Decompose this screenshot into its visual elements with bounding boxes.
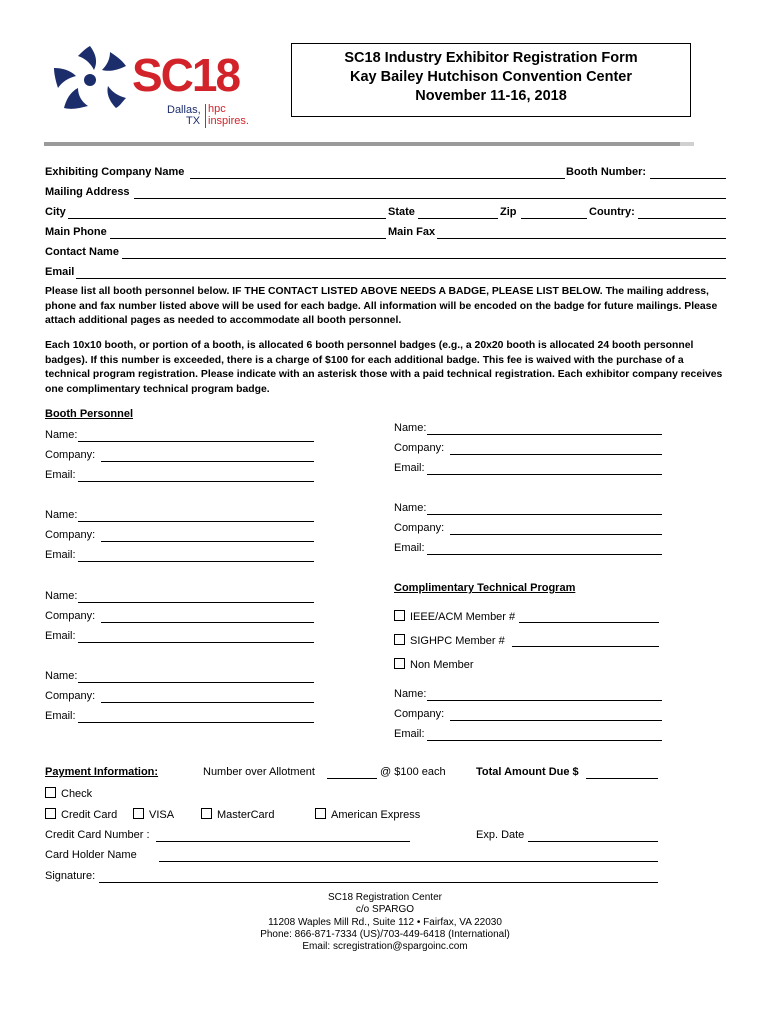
zip-field[interactable]: [521, 218, 587, 219]
star-swirl-icon: [50, 44, 130, 114]
main-phone-field[interactable]: [110, 238, 386, 239]
non-member-label: Non Member: [410, 659, 474, 671]
person-5-email-label: Email:: [45, 630, 76, 642]
person-5-name-label: Name:: [45, 590, 78, 602]
person-2-company-field[interactable]: [450, 454, 662, 455]
tech-program-heading: Complimentary Technical Program: [394, 582, 576, 594]
country-label: Country:: [589, 206, 635, 218]
mailing-address-label: Mailing Address: [45, 186, 130, 198]
person-4-company-field[interactable]: [450, 534, 662, 535]
person-1-company-field[interactable]: [101, 461, 314, 462]
email-field[interactable]: [76, 278, 726, 279]
person-6-company-field[interactable]: [101, 702, 314, 703]
person-6-name-field[interactable]: [78, 682, 314, 683]
card-number-label: Credit Card Number :: [45, 829, 150, 841]
signature-field[interactable]: [99, 882, 658, 883]
zip-label: Zip: [500, 206, 517, 218]
venue-name: Kay Bailey Hutchison Convention Center: [350, 69, 632, 85]
person-1-company-label: Company:: [45, 449, 96, 461]
instructions-para-2: Each 10x10 booth, or portion of a booth, is allocated 6 booth personnel badges (e.g., a 20x20 booth is allocated 24 booth personnel badges). If this number is exceeded, there is a charge of $100 for each additional badge. This fee is waived with the purchase of a technical program registration. Please indicate with an asterisk those with a paid technical registration. Each exhibitor company receives one complimentary technical program badge.: [45, 340, 723, 395]
person-2-email-field[interactable]: [427, 474, 662, 475]
main-fax-field[interactable]: [437, 238, 726, 239]
total-amount-label: Total Amount Due $: [476, 766, 579, 778]
card-holder-label: Card Holder Name: [45, 849, 137, 861]
email-label: Email: [45, 266, 75, 278]
card-holder-field[interactable]: [159, 861, 658, 862]
person-3-name-field[interactable]: [78, 521, 314, 522]
sighpc-checkbox[interactable]: [394, 634, 405, 645]
person-1-name-label: Name:: [45, 429, 78, 441]
person-2-email-label: Email:: [394, 462, 425, 474]
footer-address: [0, 892, 770, 953]
check-option[interactable]: [45, 787, 92, 800]
credit-card-checkbox[interactable]: [45, 808, 56, 819]
person-2-company-label: Company:: [394, 442, 445, 454]
visa-option[interactable]: [133, 808, 174, 821]
person-3-email-field[interactable]: [78, 561, 314, 562]
booth-number-label: Booth Number:: [566, 166, 647, 178]
booth-number-field[interactable]: [650, 178, 726, 179]
person-4-name-field[interactable]: [427, 514, 662, 515]
logo-state: TX: [186, 115, 201, 127]
ieee-acm-checkbox[interactable]: [394, 610, 405, 621]
person-7-company-label: Company:: [394, 708, 445, 720]
footer-phone: Phone: 866-871-7334 (US)/703-449-6418 (International): [260, 928, 510, 940]
mailing-address-field[interactable]: [134, 198, 726, 199]
person-5-company-label: Company:: [45, 610, 96, 622]
over-allotment-label: Number over Allotment: [203, 766, 315, 778]
person-6-email-label: Email:: [45, 710, 76, 722]
event-dates: November 11-16, 2018: [415, 88, 567, 104]
form-title-box: [291, 43, 691, 117]
signature-label: Signature:: [45, 870, 96, 882]
person-5-company-field[interactable]: [101, 622, 314, 623]
main-fax-label: Main Fax: [388, 226, 436, 238]
person-7-email-label: Email:: [394, 728, 425, 740]
exp-date-label: Exp. Date: [476, 829, 525, 841]
form-title: SC18 Industry Exhibitor Registration Form: [344, 50, 638, 66]
amex-option[interactable]: [315, 808, 420, 821]
price-each-label: @ $100 each: [380, 766, 446, 778]
city-field[interactable]: [68, 218, 386, 219]
person-1-email-field[interactable]: [78, 481, 314, 482]
person-7-name-field[interactable]: [427, 700, 662, 701]
logo-city: Dallas,: [167, 104, 201, 116]
person-3-email-label: Email:: [45, 549, 76, 561]
person-6-name-label: Name:: [45, 670, 78, 682]
person-4-email-field[interactable]: [427, 554, 662, 555]
exp-date-field[interactable]: [528, 841, 658, 842]
sighpc-number-field[interactable]: [512, 646, 659, 647]
person-4-name-label: Name:: [394, 502, 427, 514]
footer-center-name: SC18 Registration Center: [328, 892, 442, 903]
person-6-company-label: Company:: [45, 690, 96, 702]
logo-tag-inspires: inspires.: [208, 115, 249, 127]
visa-checkbox[interactable]: [133, 808, 144, 819]
credit-card-option[interactable]: [45, 808, 117, 821]
logo-divider: [205, 104, 206, 128]
header-rule-fade: [680, 142, 694, 146]
mastercard-label: MasterCard: [217, 809, 275, 821]
person-2-name-label: Name:: [394, 422, 427, 434]
person-3-company-field[interactable]: [101, 541, 314, 542]
instructions-para-1: Please list all booth personnel below. IF THE CONTACT LISTED ABOVE NEEDS A BADGE, PLEASE LIST BELOW. The mailing address, phone and fax number listed above will be used for each badge. All information will be encoded on the badge for future mailings. Please attach additional pages as needed to accommodate all booth personnel.: [45, 286, 718, 326]
person-3-name-label: Name:: [45, 509, 78, 521]
city-label: City: [45, 206, 66, 218]
person-2-name-field[interactable]: [427, 434, 662, 435]
amex-checkbox[interactable]: [315, 808, 326, 819]
contact-name-field[interactable]: [122, 258, 726, 259]
check-checkbox[interactable]: [45, 787, 56, 798]
ieee-acm-number-field[interactable]: [519, 622, 659, 623]
ieee-acm-option[interactable]: [394, 610, 515, 623]
person-1-name-field[interactable]: [78, 441, 314, 442]
company-name-label: Exhibiting Company Name: [45, 166, 185, 178]
ieee-acm-label: IEEE/ACM Member #: [410, 611, 516, 623]
footer-care-of: c/o SPARGO: [355, 904, 415, 916]
over-allotment-field[interactable]: [327, 778, 377, 779]
check-label: Check: [61, 788, 93, 800]
mastercard-option[interactable]: [201, 808, 274, 821]
non-member-checkbox[interactable]: [394, 658, 405, 669]
person-5-name-field[interactable]: [78, 602, 314, 603]
person-7-company-field[interactable]: [450, 720, 662, 721]
credit-card-label: Credit Card: [61, 809, 118, 821]
contact-name-label: Contact Name: [45, 246, 119, 258]
person-4-email-label: Email:: [394, 542, 425, 554]
state-field[interactable]: [418, 218, 498, 219]
person-7-name-label: Name:: [394, 688, 427, 700]
person-7-email-field[interactable]: [427, 740, 662, 741]
amex-label: American Express: [331, 809, 421, 821]
visa-label: VISA: [149, 809, 175, 821]
person-1-email-label: Email:: [45, 469, 76, 481]
state-label: State: [388, 206, 415, 218]
logo-tag-hpc: hpc: [208, 103, 226, 115]
sighpc-option[interactable]: [394, 634, 505, 647]
card-number-field[interactable]: [156, 841, 410, 842]
sc18-logo: [50, 44, 265, 134]
person-5-email-field[interactable]: [78, 642, 314, 643]
person-3-company-label: Company:: [45, 529, 96, 541]
footer-street: 11208 Waples Mill Rd., Suite 112 • Fairfax, VA 22030: [268, 916, 502, 928]
main-phone-label: Main Phone: [45, 226, 107, 238]
person-6-email-field[interactable]: [78, 722, 314, 723]
person-4-company-label: Company:: [394, 522, 445, 534]
total-amount-field[interactable]: [586, 778, 658, 779]
company-name-field[interactable]: [190, 178, 565, 179]
sighpc-label: SIGHPC Member #: [410, 635, 505, 647]
footer-email[interactable]: Email: scregistration@spargoinc.com: [302, 941, 468, 953]
mastercard-checkbox[interactable]: [201, 808, 212, 819]
logo-main-text: SC18: [132, 49, 240, 101]
header-rule: [44, 142, 680, 146]
non-member-option[interactable]: [394, 658, 474, 671]
payment-heading: Payment Information:: [45, 766, 159, 778]
country-field[interactable]: [638, 218, 726, 219]
booth-personnel-heading: Booth Personnel: [45, 408, 134, 420]
